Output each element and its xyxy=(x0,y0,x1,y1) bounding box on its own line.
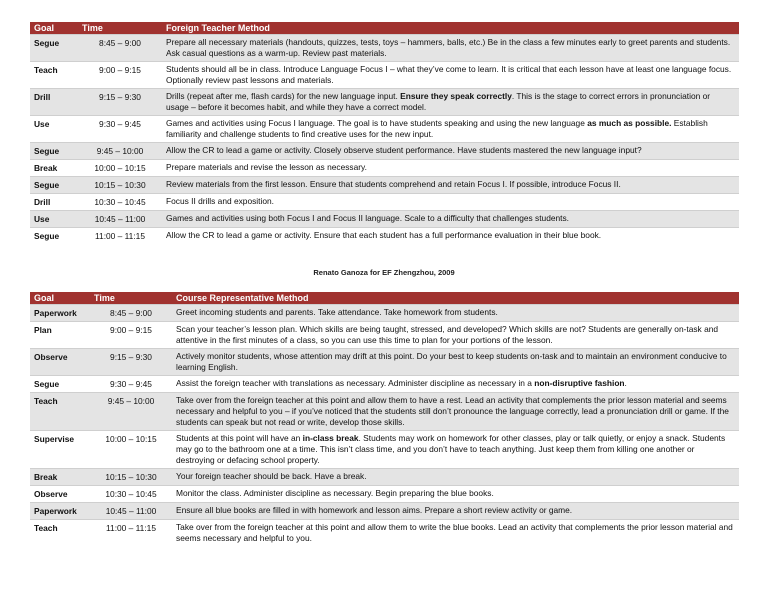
goal-cell: Drill xyxy=(30,89,78,116)
method-cell: Monitor the class. Administer discipline as necessary. Begin preparing the blue books. xyxy=(172,486,739,503)
table-row xyxy=(30,228,739,245)
method-cell: Actively monitor students, whose attention may drift at this point. Do your best to keep students on-task and to maintain an environment conducive to learning English. xyxy=(172,349,739,376)
time-cell: 9:15 – 9:30 xyxy=(78,89,162,116)
goal-cell: Segue xyxy=(30,376,90,393)
table-row xyxy=(30,62,739,89)
table-row xyxy=(30,431,739,469)
method-text: . Students may work on homework for other classes, play or talk quietly, or enjoy a snack. Students may go to the bathroom one at a time. This isn’t class time, and you don’t have to teach anything. Just keep them from killing one another or destroying or defacing school property. xyxy=(176,433,726,465)
table-row xyxy=(30,520,739,547)
method-cell: Prepare all necessary materials (handouts, quizzes, tests, toys – hammers, balls, etc.) Be in the class a few minutes early to greet parents and students. Ask casual questions as a warm-up. Review past materials. xyxy=(162,35,739,62)
table-row xyxy=(30,469,739,486)
method-text: . xyxy=(624,378,627,388)
time-cell: 10:45 – 11:00 xyxy=(78,211,162,228)
time-cell: 10:45 – 11:00 xyxy=(90,503,172,520)
table-row xyxy=(30,376,739,393)
goal-cell: Break xyxy=(30,160,78,177)
method-cell xyxy=(172,376,739,393)
method-cell: Your foreign teacher should be back. Have a break. xyxy=(172,469,739,486)
time-cell: 9:15 – 9:30 xyxy=(90,349,172,376)
table-row xyxy=(30,211,739,228)
goal-cell: Paperwork xyxy=(30,503,90,520)
table-header xyxy=(30,292,739,305)
header-method: Foreign Teacher Method xyxy=(162,22,739,35)
method-cell: Prepare materials and revise the lesson as necessary. xyxy=(162,160,739,177)
time-cell: 8:45 – 9:00 xyxy=(90,305,172,322)
goal-cell: Observe xyxy=(30,349,90,376)
time-cell: 10:00 – 10:15 xyxy=(78,160,162,177)
table-header xyxy=(30,22,739,35)
method-emphasis: non-disruptive fashion xyxy=(534,378,625,388)
time-cell: 10:15 – 10:30 xyxy=(78,177,162,194)
foreign-teacher-table xyxy=(30,22,739,244)
goal-cell: Use xyxy=(30,116,78,143)
method-text: Assist the foreign teacher with translations as necessary. Administer discipline as necessary in a xyxy=(176,378,535,388)
goal-cell: Teach xyxy=(30,393,90,431)
goal-cell: Teach xyxy=(30,520,90,547)
table-row xyxy=(30,143,739,160)
goal-cell: Plan xyxy=(30,322,90,349)
time-cell: 10:15 – 10:30 xyxy=(90,469,172,486)
author-caption: Renato Ganoza for EF Zhengzhou, 2009 xyxy=(313,268,455,277)
table-row xyxy=(30,35,739,62)
time-cell: 11:00 – 11:15 xyxy=(90,520,172,547)
table-row xyxy=(30,116,739,143)
method-cell: Take over from the foreign teacher at this point and allow them to have a rest. Lead an activity that complements the prior lesson material and seems necessary and helpful to you – if you’ve noticed that the students still don’t pronounce the language correctly, lead a pronunciation drill or game. If the students can speak but not read or write, develop those skills. xyxy=(172,393,739,431)
goal-cell: Teach xyxy=(30,62,78,89)
method-cell: Greet incoming students and parents. Take attendance. Take homework from students. xyxy=(172,305,739,322)
time-cell: 10:00 – 10:15 xyxy=(90,431,172,469)
header-goal: Goal xyxy=(30,22,78,35)
goal-cell: Segue xyxy=(30,177,78,194)
goal-cell: Observe xyxy=(30,486,90,503)
table-row xyxy=(30,160,739,177)
method-text: Establish familiarity and challenge students to find creative uses for the new input. xyxy=(166,118,708,139)
method-cell: Review materials from the first lesson. Ensure that students comprehend and retain Focus I. If possible, introduce Focus II. xyxy=(162,177,739,194)
goal-cell: Break xyxy=(30,469,90,486)
method-cell: Allow the CR to lead a game or activity. Closely observe student performance. Have students mastered the new language input? xyxy=(162,143,739,160)
table-row xyxy=(30,194,739,211)
table-row xyxy=(30,486,739,503)
method-cell: Students should all be in class. Introduce Language Focus I – what they’ve come to learn. It is critical that each lesson have at least one language focus. Optionally review past lessons and materials. xyxy=(162,62,739,89)
method-emphasis: in-class break xyxy=(302,433,359,443)
method-cell xyxy=(162,116,739,143)
goal-cell: Segue xyxy=(30,35,78,62)
time-cell: 9:45 – 10:00 xyxy=(78,143,162,160)
method-cell: Scan your teacher’s lesson plan. Which skills are being taught, stressed, and developed? Which skills are not? Students are generally on-task and attentive in the first minutes of a class, so you can use this time to plan for your portions of the lesson. xyxy=(172,322,739,349)
table-row xyxy=(30,89,739,116)
method-text: . This is the stage to correct errors in pronunciation or usage – before it becomes habit, and while they have a correct model. xyxy=(166,91,711,112)
time-cell: 9:45 – 10:00 xyxy=(90,393,172,431)
time-cell: 11:00 – 11:15 xyxy=(78,228,162,245)
method-emphasis: Ensure they speak correctly xyxy=(400,91,512,101)
method-cell: Take over from the foreign teacher at this point and allow them to write the blue books. Lead an activity that complements the prior lesson material and seems necessary and helpful to you. xyxy=(172,520,739,547)
goal-cell: Drill xyxy=(30,194,78,211)
time-cell: 9:30 – 9:45 xyxy=(78,116,162,143)
goal-cell: Segue xyxy=(30,228,78,245)
header-time: Time xyxy=(78,22,162,35)
time-cell: 10:30 – 10:45 xyxy=(90,486,172,503)
header-goal: Goal xyxy=(30,292,90,305)
method-cell: Allow the CR to lead a game or activity. Ensure that each student has a full performance evaluation in their blue book. xyxy=(162,228,739,245)
course-rep-table xyxy=(30,292,739,546)
goal-cell: Paperwork xyxy=(30,305,90,322)
table-row xyxy=(30,393,739,431)
method-cell: Focus II drills and exposition. xyxy=(162,194,739,211)
time-cell: 8:45 – 9:00 xyxy=(78,35,162,62)
time-cell: 10:30 – 10:45 xyxy=(78,194,162,211)
time-cell: 9:30 – 9:45 xyxy=(90,376,172,393)
time-cell: 9:00 – 9:15 xyxy=(90,322,172,349)
table-row xyxy=(30,503,739,520)
method-text: Drills (repeat after me, flash cards) for the new language input. xyxy=(166,91,401,101)
header-method: Course Representative Method xyxy=(172,292,739,305)
goal-cell: Supervise xyxy=(30,431,90,469)
table-row xyxy=(30,322,739,349)
method-cell: Ensure all blue books are filled in with homework and lesson aims. Prepare a short review activity or game. xyxy=(172,503,739,520)
table-row xyxy=(30,305,739,322)
goal-cell: Segue xyxy=(30,143,78,160)
method-cell xyxy=(172,431,739,469)
method-cell xyxy=(162,89,739,116)
table-row xyxy=(30,349,739,376)
time-cell: 9:00 – 9:15 xyxy=(78,62,162,89)
method-emphasis: as much as possible. xyxy=(587,118,672,128)
method-text: Games and activities using Focus I language. The goal is to have students speaking and using the new language xyxy=(166,118,588,128)
method-cell: Games and activities using both Focus I and Focus II language. Scale to a difficulty that challenges students. xyxy=(162,211,739,228)
table-row xyxy=(30,177,739,194)
goal-cell: Use xyxy=(30,211,78,228)
header-time: Time xyxy=(90,292,172,305)
method-text: Students at this point will have an xyxy=(176,433,303,443)
